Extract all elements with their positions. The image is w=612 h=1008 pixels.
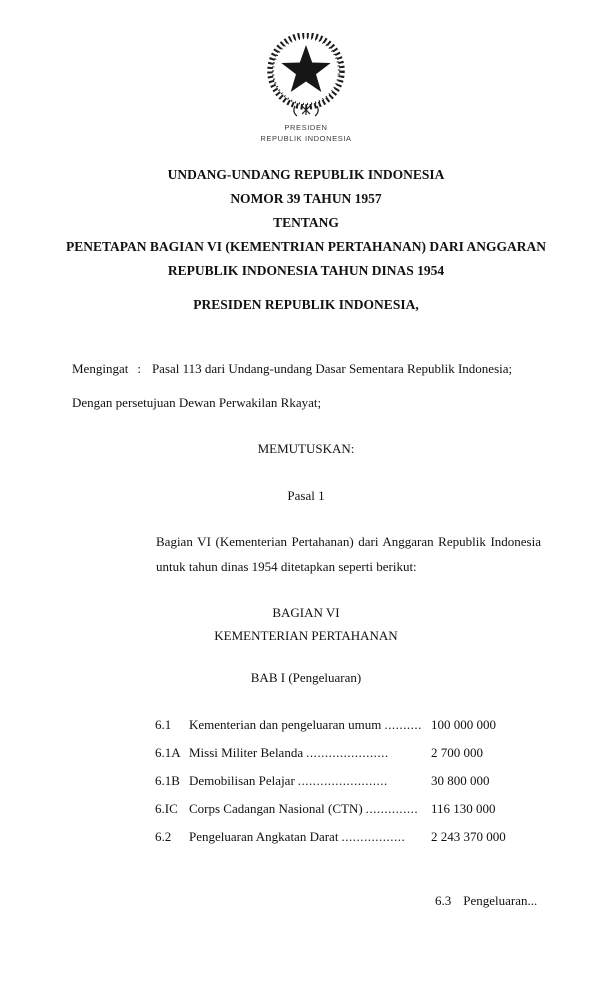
budget-amount: 116 130 000 [431, 801, 496, 816]
part-heading-bagian-vi: BAGIAN VI [272, 605, 340, 620]
considering-colon: : [137, 361, 141, 376]
part-heading [0, 601, 612, 647]
budget-code: 6.1 [155, 717, 172, 732]
considering-clause [72, 361, 512, 377]
budget-label: Missi Militer Belanda [189, 745, 304, 760]
part-heading-kementerian-pertahanan: KEMENTERIAN PERTAHANAN [214, 628, 398, 643]
catchword-text: Pengeluaran... [463, 893, 538, 908]
budget-row [155, 829, 555, 857]
law-title-line: TENTANG [273, 215, 339, 230]
budget-amount: 100 000 000 [431, 717, 496, 732]
budget-list [155, 717, 555, 857]
article-body-line-1: Bagian VI (Kementerian Pertahanan) dari Anggaran Republik Indonesia [156, 534, 541, 549]
budget-label: Demobilisan Pelajar [189, 773, 295, 788]
budget-code: 6.1A [155, 745, 181, 760]
letterhead-caption-line-presiden: PRESIDEN [284, 123, 328, 132]
presidential-seal-icon [261, 33, 351, 121]
star-icon [281, 45, 330, 92]
salutation-line: PRESIDEN REPUBLIK INDONESIA, [193, 297, 419, 312]
article-body [156, 529, 541, 579]
article-body-line-2: untuk tahun dinas 1954 ditetapkan seperti berikut: [156, 559, 417, 574]
letterhead [0, 33, 612, 144]
considering-label: Mengingat [72, 361, 129, 376]
budget-row [155, 773, 555, 801]
law-title-line: NOMOR 39 TAHUN 1957 [230, 191, 382, 206]
budget-amount: 2 700 000 [431, 745, 483, 760]
budget-row [155, 745, 555, 773]
law-title-line: UNDANG-UNDANG REPUBLIK INDONESIA [167, 167, 445, 182]
budget-code: 6.2 [155, 829, 172, 844]
budget-code: 6.IC [155, 801, 178, 816]
law-title [0, 163, 612, 283]
budget-row [155, 801, 555, 829]
budget-amount: 2 243 370 000 [431, 829, 506, 844]
article-heading-pasal-1: Pasal 1 [287, 488, 325, 503]
law-title-line: PENETAPAN BAGIAN VI (KEMENTRIAN PERTAHANAN) DARI ANGGARAN [65, 239, 547, 254]
chapter-heading-bab-1: BAB I (Pengeluaran) [250, 670, 362, 685]
budget-label: Kementerian dan pengeluaran umum [189, 717, 382, 732]
letterhead-caption [260, 123, 351, 144]
catchword-code: 6.3 [435, 893, 452, 908]
budget-code: 6.1B [155, 773, 180, 788]
budget-amount: 30 800 000 [431, 773, 490, 788]
agreement-clause: Dengan persetujuan Dewan Perwakilan Rkayat; [72, 395, 322, 410]
budget-leader-dots: ........................ [297, 773, 388, 788]
budget-label: Pengeluaran Angkatan Darat [189, 829, 339, 844]
budget-leader-dots: ...................... [306, 745, 389, 760]
law-title-line: REPUBLIK INDONESIA TAHUN DINAS 1954 [167, 263, 445, 278]
considering-text: Pasal 113 dari Undang-undang Dasar Sementara Republik Indonesia; [151, 361, 513, 376]
budget-row [155, 717, 555, 745]
budget-leader-dots: .............. [365, 801, 419, 816]
budget-label: Corps Cadangan Nasional (CTN) [189, 801, 363, 816]
letterhead-caption-line-republik: REPUBLIK INDONESIA [260, 133, 352, 143]
catchword [435, 893, 537, 909]
budget-leader-dots: ................. [341, 829, 406, 844]
decree-heading: MEMUTUSKAN: [257, 441, 355, 456]
budget-leader-dots: .......... [384, 717, 422, 732]
